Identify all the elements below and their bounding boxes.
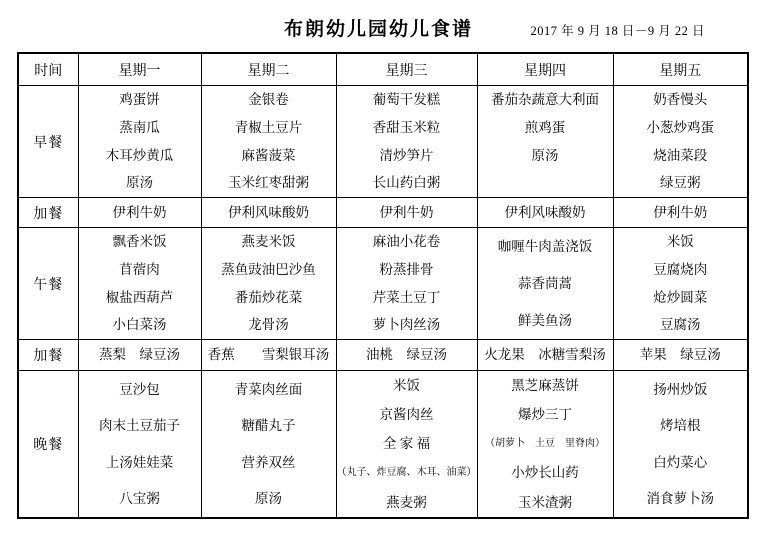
menu-table <box>17 52 749 519</box>
menu-cell-content <box>79 228 201 339</box>
menu-item: 椒盐西葫芦 <box>105 289 174 305</box>
menu-cell-content <box>478 340 613 370</box>
date-range: 2017 年 9 月 18 日－9 月 22 日 <box>530 24 705 38</box>
menu-item: 扬州炒饭 <box>653 381 708 397</box>
menu-cell-content <box>614 198 748 227</box>
menu-item: 青菜肉丝面 <box>234 381 303 397</box>
menu-cell-content <box>202 198 336 227</box>
day-header-cell: 星期一 <box>78 53 201 86</box>
menu-item: 绿豆粥 <box>660 175 701 191</box>
menu-cell <box>201 340 336 371</box>
menu-cell <box>201 228 336 340</box>
menu-cell-content <box>337 86 477 197</box>
menu-cell-content <box>79 198 201 227</box>
menu-item: 豆腐汤 <box>660 317 701 333</box>
row-label: 午餐 <box>18 228 78 340</box>
menu-item: 青椒土豆片 <box>234 119 303 135</box>
menu-item: 豆腐烧肉 <box>653 261 708 277</box>
menu-cell-content <box>337 198 477 227</box>
menu-cell <box>78 228 201 340</box>
menu-item: 原汤 <box>126 175 153 191</box>
menu-item: 伊利牛奶 <box>379 204 434 220</box>
menu-cell-content <box>79 86 201 197</box>
menu-item: 蒸南瓜 <box>119 119 160 135</box>
menu-row-加餐 <box>18 340 748 371</box>
menu-item: 番茄杂蔬意大利面 <box>491 92 599 108</box>
day-header-cell: 星期三 <box>336 53 477 86</box>
menu-cell <box>613 198 748 228</box>
menu-item: 番茄炒花菜 <box>234 289 303 305</box>
menu-item: 原汤 <box>531 147 559 163</box>
menu-item: 葡萄干发糕 <box>372 92 441 108</box>
menu-item: 金银卷 <box>248 92 289 108</box>
menu-item: 萝卜肉丝汤 <box>372 317 441 333</box>
day-header-cell: 星期五 <box>613 53 748 86</box>
menu-item: 伊利风味酸奶 <box>504 204 586 220</box>
menu-item: 煎鸡蛋 <box>524 119 566 135</box>
menu-cell <box>613 340 748 371</box>
menu-item: 糖醋丸子 <box>241 418 296 433</box>
menu-cell <box>201 198 336 228</box>
menu-cell-content <box>202 228 336 339</box>
menu-item: 玉米红枣甜粥 <box>228 175 309 191</box>
menu-cell <box>78 371 201 519</box>
menu-cell <box>78 340 201 371</box>
menu-item: 麻酱菠菜 <box>241 147 296 163</box>
row-label: 早餐 <box>18 86 78 198</box>
menu-item: 烤培根 <box>660 418 701 433</box>
menu-row-午餐 <box>18 228 748 340</box>
menu-item: 麻油小花卷 <box>372 234 441 250</box>
menu-cell-content <box>614 228 748 339</box>
menu-cell-content <box>478 86 613 197</box>
menu-item: 消食萝卜汤 <box>646 491 714 506</box>
menu-cell <box>477 228 613 340</box>
menu-item: 火龙果 冰糖雪梨汤 <box>484 347 606 363</box>
menu-item: 上汤娃娃菜 <box>105 454 174 470</box>
menu-item: 京酱肉丝 <box>379 407 434 423</box>
menu-table-body <box>18 86 748 519</box>
menu-item: 飘香米饭 <box>112 234 167 250</box>
menu-cell <box>477 371 613 519</box>
menu-item: 龙骨汤 <box>248 317 289 333</box>
menu-cell-content <box>337 228 477 339</box>
menu-cell <box>336 86 477 198</box>
menu-item <box>478 169 613 197</box>
menu-item: 清炒笋片 <box>379 147 434 163</box>
menu-item: 油桃 绿豆汤 <box>366 347 447 363</box>
row-label: 加餐 <box>18 198 78 228</box>
menu-item: 烧油菜段 <box>653 147 708 163</box>
menu-cell-content <box>79 371 201 517</box>
menu-cell <box>201 371 336 519</box>
menu-item: 咖喱牛肉盖浇饭 <box>497 238 593 254</box>
menu-cell <box>78 86 201 198</box>
menu-cell-content <box>478 198 613 227</box>
menu-item: 豆沙包 <box>119 381 160 397</box>
menu-item: 伊利风味酸奶 <box>228 204 309 220</box>
time-header-cell: 时间 <box>18 53 78 86</box>
menu-item: 长山药白粥 <box>372 175 441 191</box>
menu-cell <box>477 198 613 228</box>
row-label: 加餐 <box>18 340 78 371</box>
menu-item: 芹菜土豆丁 <box>372 289 441 305</box>
menu-item: 燕麦米饭 <box>241 234 296 250</box>
menu-item: 玉米渣粥 <box>518 494 572 510</box>
menu-row-早餐 <box>18 86 748 198</box>
menu-item: 肉末土豆茄子 <box>99 418 180 433</box>
menu-cell <box>613 228 748 340</box>
menu-cell <box>336 228 477 340</box>
menu-item: 全 家 福 <box>382 436 431 452</box>
menu-item: 黑芝麻蒸饼 <box>511 377 579 393</box>
menu-item: 米饭 <box>393 377 420 393</box>
row-label: 晚餐 <box>18 371 78 519</box>
menu-item: （胡萝卜 土豆 里脊肉） <box>485 438 605 449</box>
menu-cell-content <box>202 340 336 370</box>
menu-cell <box>336 371 477 519</box>
menu-item: 蒜香茼蒿 <box>518 275 572 291</box>
menu-cell-content <box>79 340 201 370</box>
menu-item: 原汤 <box>255 491 282 506</box>
menu-item: 小葱炒鸡蛋 <box>646 119 714 135</box>
menu-cell-content <box>337 371 477 517</box>
menu-item: 小炒长山药 <box>511 465 579 481</box>
menu-item: （丸子、炸豆腐、木耳、油菜） <box>336 467 477 479</box>
menu-item: 蒸梨 绿豆汤 <box>99 347 180 363</box>
menu-item: 爆炒三丁 <box>518 407 572 423</box>
menu-cell <box>201 86 336 198</box>
menu-item: 木耳炒黄瓜 <box>105 147 174 163</box>
menu-item: 鲜美鱼汤 <box>518 312 572 328</box>
menu-item: 奶香慢头 <box>653 92 708 108</box>
menu-cell-content <box>202 86 336 197</box>
menu-cell <box>613 86 748 198</box>
menu-cell-content <box>614 86 748 197</box>
menu-item: 蒸鱼豉油巴沙鱼 <box>221 261 316 277</box>
menu-item: 苜蓿肉 <box>119 261 160 277</box>
day-header-cell: 星期四 <box>477 53 613 86</box>
day-header-cell: 星期二 <box>201 53 336 86</box>
menu-item: 营养双丝 <box>241 454 296 470</box>
menu-item: 粉蒸排骨 <box>379 261 434 277</box>
page-title: 布朗幼儿园幼儿食谱 <box>283 19 473 40</box>
menu-cell <box>477 86 613 198</box>
menu-cell-content <box>478 228 613 339</box>
menu-cell-content <box>202 371 336 517</box>
menu-item: 香甜玉米粒 <box>372 119 441 135</box>
menu-cell-content <box>614 371 748 517</box>
menu-cell-content <box>478 371 613 517</box>
menu-item: 白灼菜心 <box>653 454 708 470</box>
menu-cell-content <box>614 340 748 370</box>
menu-item: 伊利牛奶 <box>653 204 708 220</box>
header-row <box>18 53 748 86</box>
menu-cell <box>613 371 748 519</box>
menu-cell <box>477 340 613 371</box>
menu-item: 香蕉 雪梨银耳汤 <box>207 347 330 363</box>
menu-cell <box>78 198 201 228</box>
menu-item: 小白菜汤 <box>112 317 167 333</box>
menu-item: 燕麦粥 <box>386 494 427 510</box>
menu-item: 鸡蛋饼 <box>119 92 160 108</box>
menu-cell <box>336 198 477 228</box>
menu-item: 伊利牛奶 <box>112 204 167 220</box>
menu-cell <box>336 340 477 371</box>
menu-row-加餐 <box>18 198 748 228</box>
menu-item: 米饭 <box>666 234 694 250</box>
menu-cell-content <box>337 340 477 370</box>
menu-item: 八宝粥 <box>119 491 160 506</box>
menu-item: 炝炒圆菜 <box>653 289 708 305</box>
menu-item: 苹果 绿豆汤 <box>639 347 721 363</box>
menu-row-晚餐 <box>18 371 748 519</box>
